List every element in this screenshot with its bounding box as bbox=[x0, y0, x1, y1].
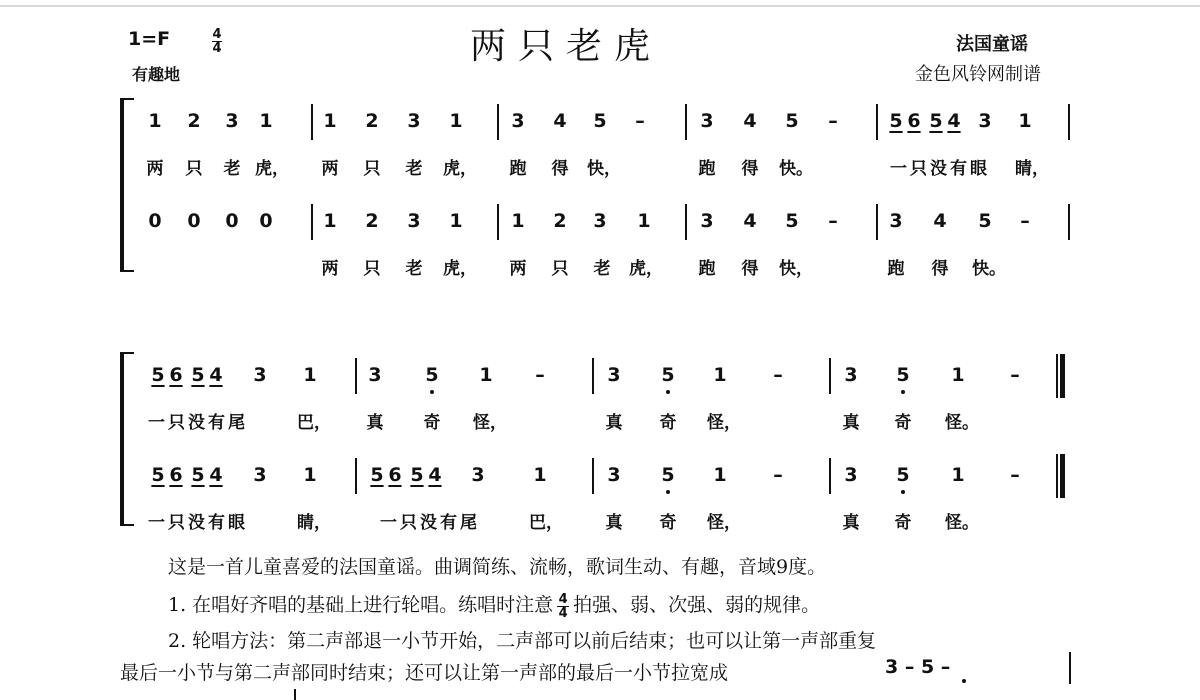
time-signature-numerator: 4 bbox=[212, 27, 222, 42]
note: 2 bbox=[187, 110, 201, 132]
lyric: 怪。 bbox=[945, 513, 979, 533]
lyric: 奇 bbox=[659, 413, 677, 433]
inline-time-signature-numerator: 4 bbox=[558, 591, 568, 607]
lyric: 老 bbox=[223, 159, 241, 179]
lyric: 奇 bbox=[659, 513, 677, 533]
note: 3 bbox=[700, 110, 714, 132]
system-bracket bbox=[120, 98, 134, 272]
note-dot bbox=[901, 390, 905, 394]
note: 1 bbox=[323, 110, 337, 132]
note: 1 bbox=[951, 464, 965, 486]
lyric: 只 bbox=[185, 159, 203, 179]
note: 5 bbox=[191, 364, 205, 386]
note: 3 bbox=[407, 110, 421, 132]
note: 1 bbox=[533, 464, 547, 486]
lyric: 虎， bbox=[255, 159, 289, 179]
note: 3 bbox=[511, 110, 525, 132]
note: 3 bbox=[225, 110, 239, 132]
note: 5 bbox=[425, 364, 439, 386]
time-signature bbox=[212, 28, 222, 55]
note: 3 bbox=[844, 464, 858, 486]
lyric: 两 bbox=[321, 259, 339, 279]
note: 0 bbox=[187, 210, 201, 232]
barline bbox=[355, 458, 357, 494]
lyric: 怪， bbox=[707, 413, 741, 433]
note: 1 bbox=[479, 364, 493, 386]
lyric: 得 bbox=[931, 259, 949, 279]
example-dot bbox=[962, 679, 966, 683]
note: 1 bbox=[713, 464, 727, 486]
note-dot bbox=[666, 390, 670, 394]
barline bbox=[876, 104, 878, 140]
note-dot bbox=[666, 490, 670, 494]
note: 1 bbox=[637, 210, 651, 232]
example-notes: 3 – 5 – bbox=[885, 656, 951, 678]
notes-paragraph-2 bbox=[168, 590, 820, 620]
lyric: 睛， bbox=[1015, 159, 1049, 179]
note: 3 bbox=[889, 210, 903, 232]
barline bbox=[497, 204, 499, 240]
inline-time-signature bbox=[557, 593, 569, 620]
note: 1 bbox=[713, 364, 727, 386]
lyric: 一只没有尾 bbox=[148, 413, 248, 433]
note: 0 bbox=[225, 210, 239, 232]
lyric: 跑 bbox=[698, 159, 716, 179]
note: 6 bbox=[388, 464, 402, 486]
note: 3 bbox=[593, 210, 607, 232]
note: 5 bbox=[661, 464, 675, 486]
barline bbox=[311, 104, 313, 140]
note: 5 bbox=[593, 110, 607, 132]
notes-paragraph-3: 2. 轮唱方法：第二声部退一小节开始，二声部可以前后结束；也可以让第一声部重复 bbox=[168, 630, 877, 652]
barline bbox=[1068, 204, 1070, 240]
lyric: 得 bbox=[741, 159, 759, 179]
example-barline bbox=[1069, 652, 1071, 684]
note: – bbox=[773, 464, 783, 486]
note: 4 bbox=[743, 110, 757, 132]
barline bbox=[876, 204, 878, 240]
note: 0 bbox=[148, 210, 162, 232]
note: 1 bbox=[259, 110, 273, 132]
lyric: 只 bbox=[363, 259, 381, 279]
song-origin: 法国童谣 bbox=[956, 34, 1028, 55]
lyric: 一只没有尾 bbox=[380, 513, 480, 533]
note: 1 bbox=[323, 210, 337, 232]
lyric: 真 bbox=[366, 413, 384, 433]
barline bbox=[829, 458, 831, 494]
lyric: 虎， bbox=[443, 159, 477, 179]
lyric: 一只没有眼 bbox=[148, 513, 248, 533]
note: 3 bbox=[844, 364, 858, 386]
note: – bbox=[1010, 464, 1020, 486]
lyric: 跑 bbox=[698, 259, 716, 279]
note: 1 bbox=[303, 364, 317, 386]
barline bbox=[355, 358, 357, 394]
note: 6 bbox=[907, 110, 921, 132]
lyric: 两 bbox=[321, 159, 339, 179]
note: 5 bbox=[191, 464, 205, 486]
note: 6 bbox=[169, 464, 183, 486]
barline bbox=[592, 458, 594, 494]
lyric: 一只没有眼 bbox=[890, 159, 990, 179]
note: – bbox=[535, 364, 545, 386]
note: 0 bbox=[259, 210, 273, 232]
lyric: 只 bbox=[363, 159, 381, 179]
barline bbox=[685, 104, 687, 140]
note: 1 bbox=[449, 210, 463, 232]
notes-paragraph-1: 这是一首儿童喜爱的法国童谣。曲调简练、流畅，歌词生动、有趣，音域9度。 bbox=[168, 556, 827, 578]
note: 3 bbox=[253, 464, 267, 486]
lyric: 只 bbox=[551, 259, 569, 279]
note: 3 bbox=[607, 364, 621, 386]
note: 4 bbox=[947, 110, 961, 132]
lyric: 怪。 bbox=[945, 413, 979, 433]
note: 1 bbox=[303, 464, 317, 486]
lyric: 巴， bbox=[529, 513, 563, 533]
top-divider bbox=[0, 5, 1200, 7]
lyric: 奇 bbox=[894, 413, 912, 433]
notes-paragraph-2-start: 1. 在唱好齐唱的基础上进行轮唱。练唱时注意 bbox=[168, 594, 554, 616]
barline bbox=[685, 204, 687, 240]
lyric: 老 bbox=[593, 259, 611, 279]
note: 3 bbox=[471, 464, 485, 486]
note: 2 bbox=[553, 210, 567, 232]
time-signature-denominator: 4 bbox=[212, 41, 222, 56]
lyric: 奇 bbox=[894, 513, 912, 533]
lyric: 怪， bbox=[707, 513, 741, 533]
note: 6 bbox=[169, 364, 183, 386]
note: – bbox=[773, 364, 783, 386]
note: 4 bbox=[553, 110, 567, 132]
note: – bbox=[828, 210, 838, 232]
lyric: 跑 bbox=[509, 159, 527, 179]
note: 5 bbox=[785, 110, 799, 132]
barline bbox=[497, 104, 499, 140]
note: 4 bbox=[428, 464, 442, 486]
note: 1 bbox=[511, 210, 525, 232]
note: 3 bbox=[368, 364, 382, 386]
note: 3 bbox=[407, 210, 421, 232]
note: – bbox=[828, 110, 838, 132]
notes-paragraph-2-end: 拍强、弱、次强、弱的规律。 bbox=[573, 594, 821, 616]
note: 1 bbox=[148, 110, 162, 132]
lyric: 得 bbox=[741, 259, 759, 279]
lyric: 快。 bbox=[779, 159, 813, 179]
lyric: 跑 bbox=[887, 259, 905, 279]
note: – bbox=[1020, 210, 1030, 232]
song-title: 两只老虎 bbox=[470, 26, 663, 67]
note-dot bbox=[901, 490, 905, 494]
lyric: 真 bbox=[605, 413, 623, 433]
lyric: 虎， bbox=[443, 259, 477, 279]
lyric: 得 bbox=[551, 159, 569, 179]
note: – bbox=[1010, 364, 1020, 386]
lyric: 怪， bbox=[473, 413, 507, 433]
barline bbox=[829, 358, 831, 394]
barline bbox=[592, 358, 594, 394]
note: 2 bbox=[365, 110, 379, 132]
note: 3 bbox=[978, 110, 992, 132]
system-bracket bbox=[120, 352, 134, 526]
note: 3 bbox=[253, 364, 267, 386]
lyric: 老 bbox=[405, 159, 423, 179]
key-signature: 1=F bbox=[128, 28, 171, 50]
lyric: 两 bbox=[509, 259, 527, 279]
score-maker: 金色风铃网制谱 bbox=[915, 64, 1041, 85]
note: 5 bbox=[661, 364, 675, 386]
note: 5 bbox=[410, 464, 424, 486]
final-barline-thin bbox=[1056, 354, 1058, 398]
note-dot bbox=[430, 390, 434, 394]
note: 2 bbox=[365, 210, 379, 232]
final-barline-thick bbox=[1060, 354, 1065, 398]
barline bbox=[311, 204, 313, 240]
lyric: 快， bbox=[587, 159, 621, 179]
lyric: 睛， bbox=[297, 513, 331, 533]
note: 5 bbox=[151, 464, 165, 486]
note: 5 bbox=[151, 364, 165, 386]
final-barline-thick bbox=[1060, 454, 1065, 498]
lyric: 真 bbox=[842, 513, 860, 533]
note: 5 bbox=[889, 110, 903, 132]
note: 4 bbox=[209, 464, 223, 486]
note: 3 bbox=[700, 210, 714, 232]
lyric: 快， bbox=[779, 259, 813, 279]
lyric: 虎， bbox=[629, 259, 663, 279]
note: 4 bbox=[209, 364, 223, 386]
note: 5 bbox=[896, 364, 910, 386]
note: 1 bbox=[1018, 110, 1032, 132]
note: – bbox=[635, 110, 645, 132]
example-lower-bar bbox=[294, 689, 296, 700]
note: 1 bbox=[449, 110, 463, 132]
lyric: 奇 bbox=[423, 413, 441, 433]
note: 5 bbox=[929, 110, 943, 132]
lyric: 真 bbox=[605, 513, 623, 533]
note: 5 bbox=[896, 464, 910, 486]
lyric: 真 bbox=[842, 413, 860, 433]
note: 5 bbox=[785, 210, 799, 232]
note: 3 bbox=[607, 464, 621, 486]
notes-paragraph-4: 最后一小节与第二声部同时结束；还可以让第一声部的最后一小节拉宽成 bbox=[120, 662, 729, 684]
note: 4 bbox=[743, 210, 757, 232]
lyric: 快。 bbox=[972, 259, 1006, 279]
note: 5 bbox=[978, 210, 992, 232]
tempo-marking: 有趣地 bbox=[132, 65, 181, 84]
note: 4 bbox=[933, 210, 947, 232]
inline-time-signature-denominator: 4 bbox=[558, 605, 568, 621]
barline bbox=[1068, 104, 1070, 140]
lyric: 老 bbox=[405, 259, 423, 279]
final-barline-thin bbox=[1056, 454, 1058, 498]
note: 1 bbox=[951, 364, 965, 386]
lyric: 两 bbox=[146, 159, 164, 179]
note: 5 bbox=[370, 464, 384, 486]
lyric: 巴， bbox=[297, 413, 331, 433]
